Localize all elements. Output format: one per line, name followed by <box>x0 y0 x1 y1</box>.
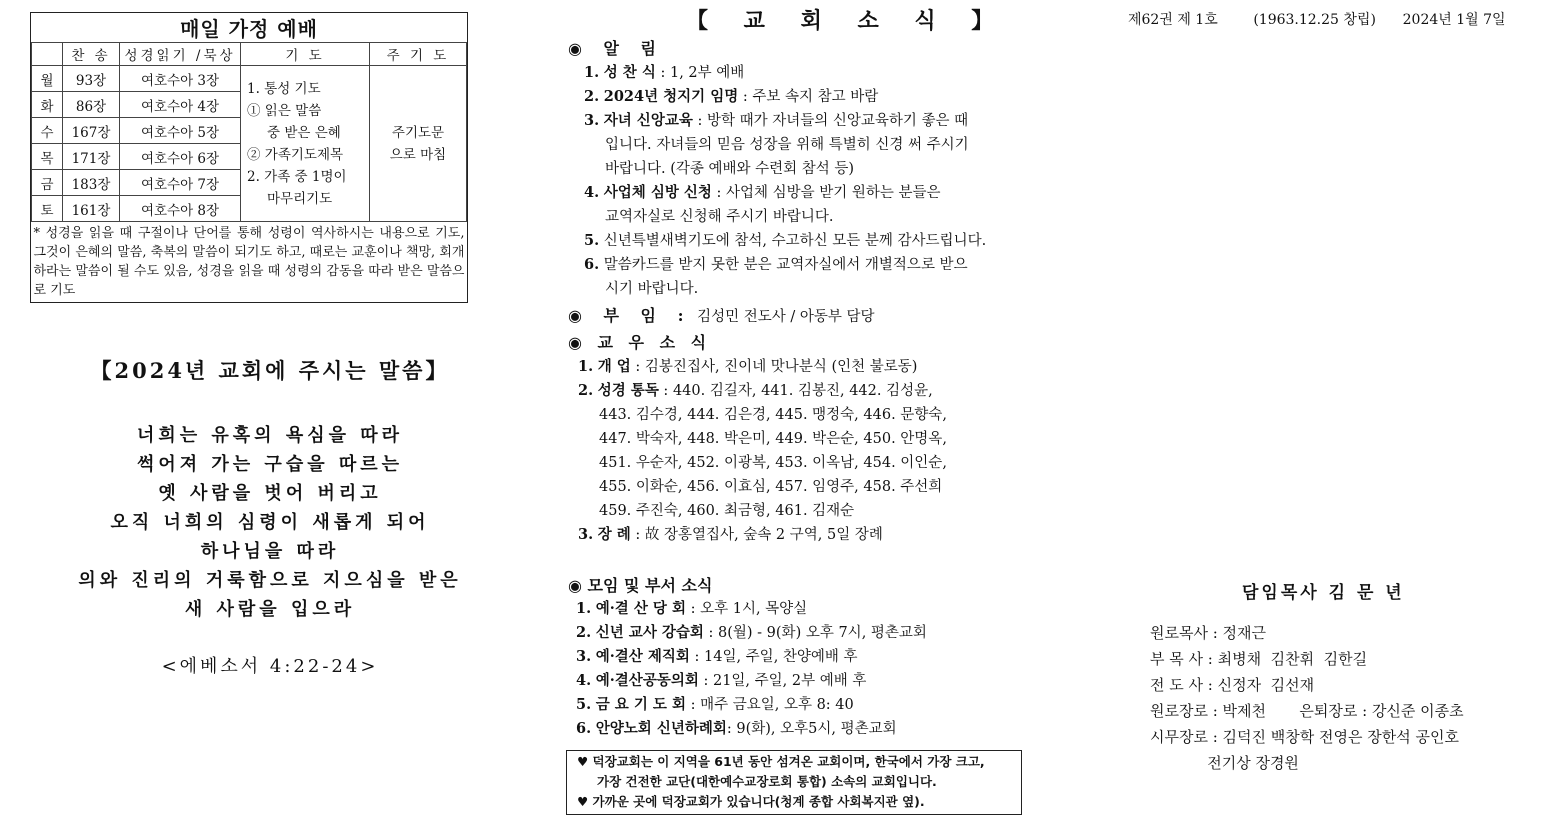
church-news-title: 【 교 회 소 식 】 <box>686 8 1008 34</box>
lords-prayer-cell <box>370 66 467 222</box>
staff-row: 원로목사 : 정재근 <box>1150 624 1267 642</box>
issue-date: 2024년 1월 7일 <box>1402 12 1506 28</box>
worship-row <box>32 66 467 92</box>
prayer-line: 2. 가족 중 1명이 <box>247 168 347 185</box>
list-item: 4. 예·결산공동의회 : 21일, 주일, 2부 예배 후 <box>576 672 867 689</box>
list-item: 4. 사업체 심방 신청 : 사업체 심방을 받기 원하는 분들은 교역자실로 신청해 주시기 바랍니다. <box>584 184 941 225</box>
announcements-heading <box>568 36 664 59</box>
hymn: 161장 <box>63 196 120 222</box>
list-item: 6. 안양노회 신년하례회: 9(화), 오후5시, 평촌교회 <box>576 720 897 737</box>
prayer-line: 마무리기도 <box>267 190 333 207</box>
lords-prayer-line: 주기도문 <box>391 124 445 141</box>
verse-line: 너희는 유혹의 욕심을 따라 <box>136 425 404 446</box>
prayer-steps <box>241 66 370 222</box>
list-item: 3. 자녀 신앙교육 : 방학 때가 자녀들의 신앙교육하기 좋은 때 입니다. 자녀들의 믿음 성장을 위해 특별히 신경 써 주시기 바랍니다. (각종 예배와 수련회 참석 등) <box>584 112 969 177</box>
reading: 여호수아 4장 <box>120 92 241 118</box>
day: 토 <box>32 196 63 222</box>
member-news-list <box>578 355 1008 547</box>
verse-line: 하나님을 따라 <box>200 541 340 562</box>
worship-note: * 성경을 읽을 때 구절이나 단어를 통해 성령이 역사하시는 내용으로 기도, 그것이 은혜의 말씀, 축복의 말씀이 되기도 하고, 때로는 교훈이나 책망, 회개하라는 말씀이 될 수도 있음, 성경을 읽을 때 성령의 감동을 따라 받은 말씀으로 기도 <box>32 222 467 303</box>
staff-row: 원로장로 : 박제천 은퇴장로 : 강신준 이종초 <box>1150 702 1464 720</box>
verse-line: 옛 사람을 벗어 버리고 <box>158 483 382 504</box>
staff-row: 전기상 장경원 <box>1150 754 1299 772</box>
prayer-line: ② 가족기도제목 <box>247 146 344 163</box>
list-item: 3. 장 례 : 故 장홍열집사, 숲속 2 구역, 5일 장례 <box>578 526 883 543</box>
list-item: 2. 신년 교사 강습회 : 8(월) - 9(화) 오후 7시, 평촌교회 <box>576 624 927 641</box>
daily-worship-box <box>30 12 468 303</box>
list-item: 3. 예·결산 제직회 : 14일, 주일, 찬양예배 후 <box>576 648 858 665</box>
verse-heading: 【2024년 교회에 주시는 말씀】 <box>90 358 450 383</box>
prayer-line: 중 받은 은혜 <box>267 124 341 141</box>
list-item: 2. 성경 통독 : 440. 김길자, 441. 김봉진, 442. 김성윤, 443. 김수경, 444. 김은경, 445. 맹정숙, 446. 문향숙, 447. 박숙자, 448. 박은미, 449. 박은순, 450. 안명옥, 451. 우순자, 452. 이광복, 453. 이옥남, 454. 이인순, 455. 이화순, 456. 이효심, 457. 임영주, 458. 주선희 459. 주진숙, 460. 최금형, 461. 김재순 <box>578 382 947 519</box>
list-item: 2. 2024년 청지기 임명 : 주보 속지 참고 바람 <box>584 88 879 105</box>
notice-line: 가장 건전한 교단(대한예수교장로회 통합) 소속의 교회입니다. <box>597 774 937 789</box>
verse-line: 오직 너희의 심령이 새롭게 되어 <box>110 512 430 533</box>
reading: 여호수아 7장 <box>120 170 241 196</box>
header-hymn: 찬 송 <box>63 43 120 66</box>
list-item: 1. 성 찬 식 : 1, 2부 예배 <box>584 64 745 81</box>
church-notice-box <box>566 750 1022 815</box>
appointment-line <box>568 303 874 326</box>
section-label: ◉ 교 우 소 식 <box>568 333 712 352</box>
staff-row: 시무장로 : 김덕진 백창학 전영은 장한석 공인호 <box>1150 728 1459 746</box>
header-lords-prayer: 주 기 도 <box>370 43 467 66</box>
list-item: 6. 말씀카드를 받지 못한 분은 교역자실에서 개별적으로 받으 시기 바랍니다. <box>584 256 968 297</box>
hymn: 167장 <box>63 118 120 144</box>
staff-list <box>1150 620 1464 776</box>
senior-pastor: 담임목사 김 문 년 <box>1242 583 1405 603</box>
worship-title: 매일 가정 예배 <box>32 13 467 43</box>
list-item: 5. 금 요 기 도 회 : 매주 금요일, 오후 8: 40 <box>576 696 854 713</box>
header-day <box>32 43 63 66</box>
reading: 여호수아 6장 <box>120 144 241 170</box>
section-label: ◉ 알 림 <box>568 39 665 58</box>
daily-worship-table <box>31 13 467 302</box>
appointment-value: 김성민 전도사 / 아동부 담당 <box>697 309 875 325</box>
verse-line: 의와 진리의 거룩함으로 지으심을 받은 <box>78 570 462 591</box>
notice-line: ♥ 덕장교회는 이 지역을 61년 동안 섬겨온 교회이며, 한국에서 가장 크고, <box>577 754 985 769</box>
day: 월 <box>32 66 63 92</box>
meetings-list <box>576 597 1006 741</box>
notice-line: ♥ 가까운 곳에 덕장교회가 있습니다(청계 종합 사회복지관 옆). <box>577 794 925 809</box>
reading: 여호수아 5장 <box>120 118 241 144</box>
day: 목 <box>32 144 63 170</box>
staff-row: 부 목 사 : 최병채 김찬휘 김한길 <box>1150 650 1368 668</box>
founded-date: (1963.12.25 창립) <box>1253 12 1376 28</box>
hymn: 86장 <box>63 92 120 118</box>
section-label: ◉ 부 임 : <box>568 306 692 325</box>
header-reading: 성경읽기 /묵상 <box>120 43 241 66</box>
issue-volume: 제62권 제 1호 <box>1128 12 1218 28</box>
prayer-line: ① 읽은 말씀 <box>247 102 322 119</box>
reading: 여호수아 3장 <box>120 66 241 92</box>
list-item: 1. 예·결 산 당 회 : 오후 1시, 목양실 <box>576 600 808 617</box>
day: 금 <box>32 170 63 196</box>
lords-prayer-line: 으로 마침 <box>389 146 447 163</box>
reading: 여호수아 8장 <box>120 196 241 222</box>
member-news-heading <box>568 330 711 353</box>
header-prayer: 기 도 <box>241 43 370 66</box>
staff-row: 전 도 사 : 신정자 김선재 <box>1150 676 1315 694</box>
list-item: 1. 개 업 : 김봉진집사, 진이네 맛나분식 (인천 불로동) <box>578 358 918 375</box>
hymn: 93장 <box>63 66 120 92</box>
section-label: ◉ 모임 및 부서 소식 <box>568 576 713 595</box>
verse-reference: <에베소서 4:22-24> <box>161 656 379 677</box>
verse-body <box>30 421 510 624</box>
list-item: 5. 신년특별새벽기도에 참석, 수고하신 모든 분께 감사드립니다. <box>584 232 987 249</box>
hymn: 183장 <box>63 170 120 196</box>
announcements-list <box>584 61 1014 301</box>
day: 수 <box>32 118 63 144</box>
prayer-line: 1. 통성 기도 <box>247 80 321 97</box>
day: 화 <box>32 92 63 118</box>
meetings-heading <box>568 573 712 596</box>
hymn: 171장 <box>63 144 120 170</box>
verse-line: 새 사람을 입으라 <box>184 599 356 620</box>
issue-info <box>1128 9 1506 29</box>
verse-line: 썩어져 가는 구습을 따르는 <box>136 454 404 475</box>
